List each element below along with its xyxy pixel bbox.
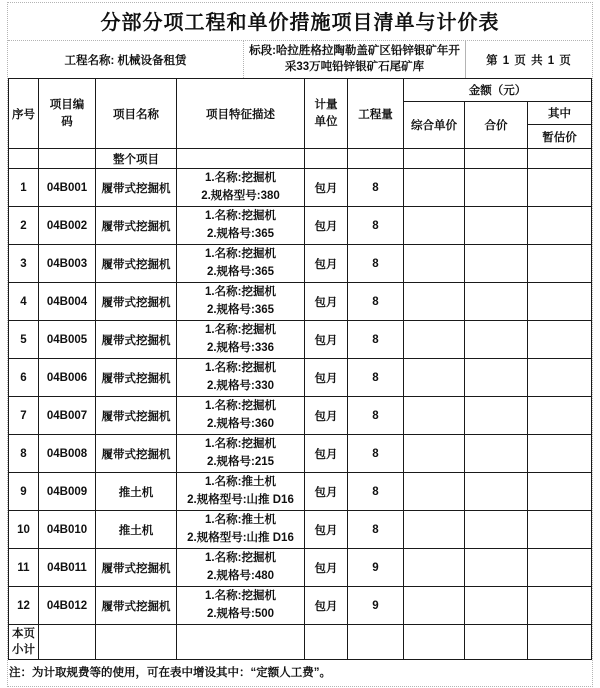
feature-line-2: 2.规格型号:山推 D16 <box>187 531 294 544</box>
feature-line-1: 1.名称:挖掘机 <box>205 552 276 565</box>
feature-line-2: 2.规格号:215 <box>206 455 275 468</box>
cell-name: 履带式挖掘机 <box>96 587 177 625</box>
cell-unit-price <box>404 359 465 397</box>
cell-total-price <box>465 625 528 660</box>
column-header-feature: 项目特征描述 <box>177 79 305 149</box>
column-header-amount-group: 金额（元） <box>404 79 592 102</box>
column-header-unit: 计量单位 <box>305 79 348 149</box>
table-row <box>9 397 592 435</box>
cell-unit-price <box>404 207 465 245</box>
cell-unit-price <box>404 435 465 473</box>
cell-feature <box>177 549 305 587</box>
cell-name: 履带式挖掘机 <box>96 169 177 207</box>
cell-name: 履带式挖掘机 <box>96 207 177 245</box>
cell-estimated-price <box>528 321 592 359</box>
cell-qty: 8 <box>348 473 404 511</box>
table-body <box>9 149 592 660</box>
cell-unit-price <box>404 625 465 660</box>
cell-seq: 8 <box>9 435 39 473</box>
table-row <box>9 207 592 245</box>
cell-total-price <box>465 207 528 245</box>
cell-seq: 2 <box>9 207 39 245</box>
cell-code: 04B010 <box>39 511 96 549</box>
cell-feature <box>177 149 305 169</box>
feature-line-1: 1.名称:推土机 <box>205 476 276 489</box>
title-row <box>8 3 592 41</box>
feature-line-1: 1.名称:挖掘机 <box>205 590 276 603</box>
cell-code: 04B011 <box>39 549 96 587</box>
cell-feature <box>177 283 305 321</box>
cell-seq: 4 <box>9 283 39 321</box>
cell-total-price <box>465 149 528 169</box>
cell-unit: 包月 <box>305 397 348 435</box>
cell-estimated-price <box>528 473 592 511</box>
cell-estimated-price <box>528 435 592 473</box>
cell-feature <box>177 435 305 473</box>
subtotal-label: 本页小计 <box>9 625 39 660</box>
cell-estimated-price <box>528 169 592 207</box>
cell-seq: 7 <box>9 397 39 435</box>
feature-line-1: 1.名称:挖掘机 <box>205 400 276 413</box>
cell-unit: 包月 <box>305 587 348 625</box>
feature-line-2: 2.规格号:365 <box>206 265 275 278</box>
table-row <box>9 169 592 207</box>
cell-feature <box>177 321 305 359</box>
feature-line-1: 1.名称:挖掘机 <box>205 362 276 375</box>
page-indicator: 第 1 页 共 1 页 <box>486 54 572 67</box>
bid-section-line1: 标段:哈拉胜格拉陶勒盖矿区铅锌银矿年开 <box>249 44 460 57</box>
section-total-row <box>9 149 592 169</box>
column-header-seq: 序号 <box>9 79 39 149</box>
table-row <box>9 549 592 587</box>
cell-qty: 8 <box>348 397 404 435</box>
cell-total-price <box>465 245 528 283</box>
cell-code <box>39 625 96 660</box>
feature-line-1: 1.名称:挖掘机 <box>205 248 276 261</box>
cell-qty: 8 <box>348 207 404 245</box>
cell-code: 04B008 <box>39 435 96 473</box>
cell-unit <box>305 625 348 660</box>
cell-unit-price <box>404 245 465 283</box>
feature-line-2: 2.规格号:500 <box>206 607 275 620</box>
cell-seq: 9 <box>9 473 39 511</box>
cell-estimated-price <box>528 587 592 625</box>
cell-total-price <box>465 321 528 359</box>
cell-estimated-price <box>528 511 592 549</box>
cell-estimated-price <box>528 359 592 397</box>
bid-section-label <box>243 41 466 78</box>
cell-qty: 8 <box>348 169 404 207</box>
cell-name: 履带式挖掘机 <box>96 245 177 283</box>
cell-qty: 8 <box>348 283 404 321</box>
cell-feature <box>177 587 305 625</box>
feature-line-2: 2.规格号:360 <box>206 417 275 430</box>
feature-line-1: 1.名称:挖掘机 <box>205 172 276 185</box>
cell-total-price <box>465 587 528 625</box>
cell-unit: 包月 <box>305 435 348 473</box>
cell-unit: 包月 <box>305 321 348 359</box>
cell-unit: 包月 <box>305 207 348 245</box>
sheet <box>7 2 593 687</box>
cell-code: 04B012 <box>39 587 96 625</box>
cell-name: 履带式挖掘机 <box>96 397 177 435</box>
cell-total-price <box>465 473 528 511</box>
cell-name: 推土机 <box>96 473 177 511</box>
section-total-label: 整个项目 <box>96 149 177 169</box>
table-row <box>9 321 592 359</box>
cell-code: 04B002 <box>39 207 96 245</box>
cell-name: 履带式挖掘机 <box>96 283 177 321</box>
bid-section-line2: 采33万吨铅锌银矿石尾矿库 <box>284 60 425 73</box>
feature-line-1: 1.名称:推土机 <box>205 514 276 527</box>
feature-line-2: 2.规格号:336 <box>206 341 275 354</box>
cell-qty: 8 <box>348 245 404 283</box>
feature-line-2: 2.规格型号:380 <box>201 189 280 202</box>
cell-unit: 包月 <box>305 169 348 207</box>
cell-name: 履带式挖掘机 <box>96 549 177 587</box>
cell-code: 04B009 <box>39 473 96 511</box>
cell-estimated-price <box>528 149 592 169</box>
cell-total-price <box>465 511 528 549</box>
cell-qty: 8 <box>348 359 404 397</box>
column-header-total-price: 合价 <box>465 102 528 149</box>
page-title: 分部分项工程和单价措施项目清单与计价表 <box>100 12 500 34</box>
column-header-unit-price: 综合单价 <box>404 102 465 149</box>
cell-qty: 9 <box>348 587 404 625</box>
column-header-code: 项目编码 <box>39 79 96 149</box>
cell-estimated-price <box>528 397 592 435</box>
feature-line-2: 2.规格号:330 <box>206 379 275 392</box>
cell-name: 履带式挖掘机 <box>96 321 177 359</box>
cell-seq: 1 <box>9 169 39 207</box>
cell-code: 04B007 <box>39 397 96 435</box>
cell-unit-price <box>404 149 465 169</box>
pricing-table <box>8 78 592 660</box>
cell-estimated-price <box>528 207 592 245</box>
column-header-quantity: 工程量 <box>348 79 404 149</box>
cell-unit: 包月 <box>305 549 348 587</box>
table-row <box>9 245 592 283</box>
cell-unit: 包月 <box>305 473 348 511</box>
cell-unit: 包月 <box>305 511 348 549</box>
cell-name: 履带式挖掘机 <box>96 435 177 473</box>
cell-qty <box>348 625 404 660</box>
cell-qty: 9 <box>348 549 404 587</box>
table-row <box>9 283 592 321</box>
cell-seq: 12 <box>9 587 39 625</box>
cell-estimated-price <box>528 549 592 587</box>
cell-feature <box>177 207 305 245</box>
cell-unit-price <box>404 321 465 359</box>
cell-estimated-price <box>528 283 592 321</box>
column-header-estimated-price: 暂估价 <box>528 125 592 149</box>
cell-unit: 包月 <box>305 283 348 321</box>
cell-total-price <box>465 549 528 587</box>
table-row <box>9 511 592 549</box>
cell-total-price <box>465 435 528 473</box>
table-row <box>9 435 592 473</box>
cell-code: 04B001 <box>39 169 96 207</box>
feature-line-2: 2.规格号:365 <box>206 227 275 240</box>
cell-total-price <box>465 169 528 207</box>
cell-seq: 10 <box>9 511 39 549</box>
cell-qty: 8 <box>348 511 404 549</box>
table-row <box>9 587 592 625</box>
cell-unit-price <box>404 397 465 435</box>
project-name-label: 工程名称: 机械设备租赁 <box>64 54 187 67</box>
feature-line-1: 1.名称:挖掘机 <box>205 210 276 223</box>
cell-feature <box>177 397 305 435</box>
cell-qty <box>348 149 404 169</box>
cell-seq: 6 <box>9 359 39 397</box>
cell-feature <box>177 511 305 549</box>
cell-estimated-price <box>528 625 592 660</box>
cell-code: 04B003 <box>39 245 96 283</box>
feature-line-1: 1.名称:挖掘机 <box>205 438 276 451</box>
cell-feature <box>177 245 305 283</box>
info-bar <box>8 41 592 78</box>
cell-total-price <box>465 359 528 397</box>
cell-name <box>96 625 177 660</box>
table-row <box>9 359 592 397</box>
cell-name: 推土机 <box>96 511 177 549</box>
cell-seq <box>9 149 39 169</box>
cell-unit: 包月 <box>305 359 348 397</box>
cell-total-price <box>465 397 528 435</box>
cell-unit: 包月 <box>305 245 348 283</box>
cell-seq: 5 <box>9 321 39 359</box>
cell-unit-price <box>404 587 465 625</box>
cell-feature <box>177 169 305 207</box>
subtotal-row <box>9 625 592 660</box>
feature-line-2: 2.规格号:365 <box>206 303 275 316</box>
cell-code: 04B004 <box>39 283 96 321</box>
cell-seq: 3 <box>9 245 39 283</box>
column-header-among: 其中 <box>528 102 592 125</box>
cell-estimated-price <box>528 245 592 283</box>
cell-unit <box>305 149 348 169</box>
feature-line-2: 2.规格型号:山推 D16 <box>187 493 294 506</box>
feature-line-2: 2.规格号:480 <box>206 569 275 582</box>
cell-seq: 11 <box>9 549 39 587</box>
cell-code <box>39 149 96 169</box>
feature-line-1: 1.名称:挖掘机 <box>205 324 276 337</box>
cell-feature <box>177 625 305 660</box>
cell-total-price <box>465 283 528 321</box>
cell-unit-price <box>404 549 465 587</box>
cell-feature <box>177 359 305 397</box>
feature-line-1: 1.名称:挖掘机 <box>205 286 276 299</box>
table-row <box>9 473 592 511</box>
cell-unit-price <box>404 473 465 511</box>
cell-unit-price <box>404 283 465 321</box>
cell-code: 04B006 <box>39 359 96 397</box>
column-header-name: 项目名称 <box>96 79 177 149</box>
cell-qty: 8 <box>348 321 404 359</box>
cell-feature <box>177 473 305 511</box>
footnote: 注：为计取规费等的使用，可在表中增设其中：“定额人工费”。 <box>9 667 331 680</box>
cell-name: 履带式挖掘机 <box>96 359 177 397</box>
cell-code: 04B005 <box>39 321 96 359</box>
cell-unit-price <box>404 511 465 549</box>
cell-unit-price <box>404 169 465 207</box>
cell-qty: 8 <box>348 435 404 473</box>
